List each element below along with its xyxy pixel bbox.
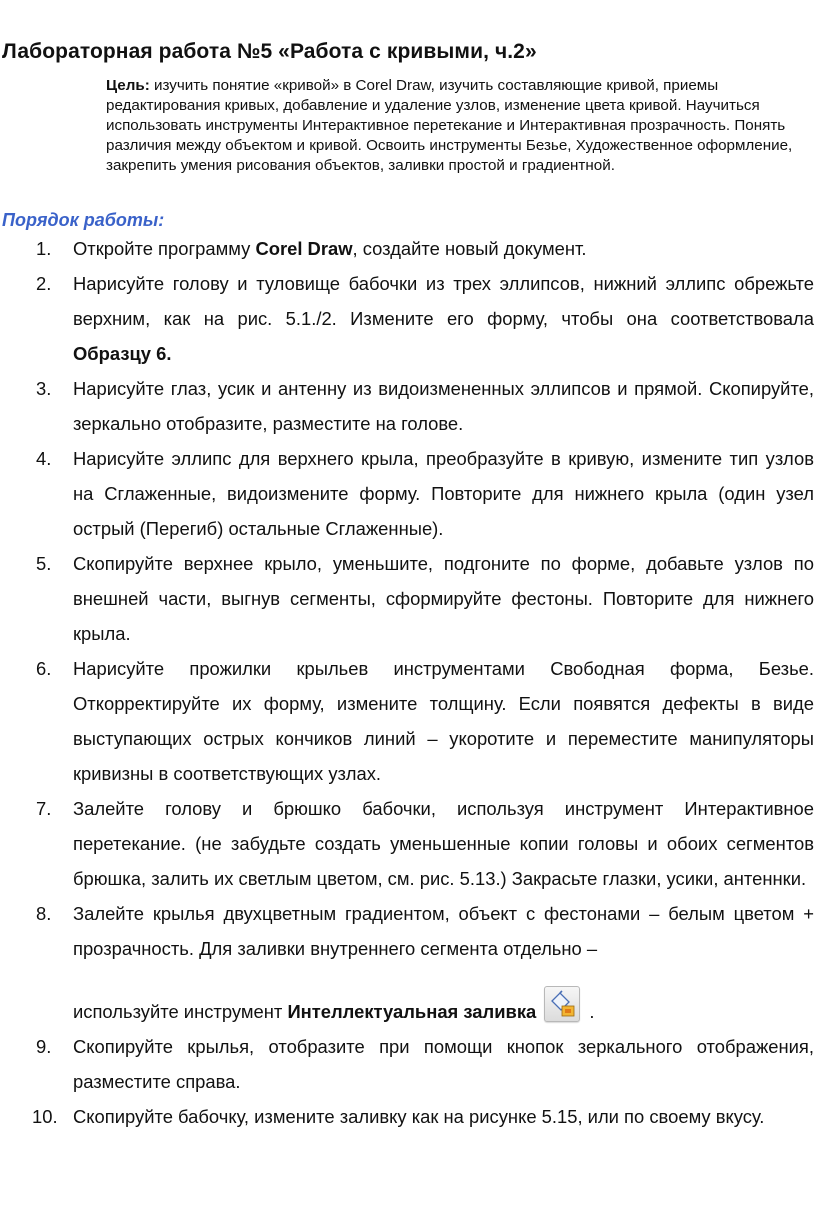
step-number: 3. <box>36 378 52 399</box>
step-number: 6. <box>36 658 52 679</box>
step-text: Нарисуйте прожилки крыльев инструментами Свободная форма, Безье. Откорректируйте их форму, измените толщину. Если появятся дефекты в виде выступающих острых кончиков линий – укоротите и переместите манипуляторы кривизны в соответствующих узлах. <box>73 658 814 784</box>
step-number: 7. <box>36 798 52 819</box>
step-number: 9. <box>36 1036 52 1057</box>
step-item <box>0 266 816 371</box>
step-text: Нарисуйте глаз, усик и антенну из видоизмененных эллипсов и прямой. Скопируйте, зеркально отобразите, разместите на голове. <box>73 378 814 434</box>
step-number: 2. <box>36 273 52 294</box>
step-item <box>0 371 816 441</box>
document-title: Лабораторная работа №5 «Работа с кривыми, ч.2» <box>2 40 537 63</box>
step-text: Скопируйте верхнее крыло, уменьшите, подгоните по форме, добавьте узлов по внешней части, выгнув сегменты, сформируйте фестоны. Повторите для нижнего крыла. <box>73 553 814 644</box>
goal-text: изучить понятие «кривой» в Corel Draw, изучить составляющие кривой, приемы редактирования кривых, добавление и удаление узлов, изменение цвета кривой. Научиться использовать инструменты Интерактивное перетекание и Интерактивная прозрачность. Понять различия между объектом и кривой. Освоить инструменты Безье, Художественное оформление, закрепить умения рисования объектов, заливки простой и градиентной. <box>106 77 793 174</box>
step-item <box>0 1099 816 1134</box>
step-8-tool-line: используйте инструмент Интеллектуальная заливка . <box>73 986 814 1029</box>
step-text: Скопируйте крылья, отобразите при помощи кнопок зеркального отображения, разместите справа. <box>73 1036 814 1092</box>
step-text: Скопируйте бабочку, измените заливку как на рисунке 5.15, или по своему вкусу. <box>73 1106 765 1127</box>
step-number: 1. <box>36 238 52 259</box>
step-text: Нарисуйте эллипс для верхнего крыла, преобразуйте в кривую, измените тип узлов на Сглаженные, видоизмените форму. Повторите для нижнего крыла (один узел острый (Перегиб) остальные Сглаженные). <box>73 448 814 539</box>
step-item <box>0 1029 816 1099</box>
smart-fill-icon <box>544 986 580 1022</box>
step-item <box>0 441 816 546</box>
step-item <box>0 546 816 651</box>
step-item <box>0 651 816 791</box>
step-text: Залейте голову и брюшко бабочки, используя инструмент Интерактивное перетекание. (не забудьте создать уменьшенные копии головы и обоих сегментов брюшка, залить их светлым цветом, см. рис. 5.13.) Закрасьте глазки, усики, антеннки. <box>73 798 814 889</box>
section-title: Порядок работы: <box>2 210 165 230</box>
step-item <box>0 896 816 1029</box>
step-text: Залейте крылья двухцветным градиентом, объект с фестонами – белым цветом + прозрачность. Для заливки внутреннего сегмента отдельно – используйте инструмент Интеллектуальная заливка . <box>73 903 814 1029</box>
steps-list <box>0 231 816 1134</box>
smart-fill-tool-name: Интеллектуальная заливка <box>287 1001 537 1022</box>
step-item <box>0 231 816 266</box>
step-number: 5. <box>36 553 52 574</box>
step-item <box>0 791 816 896</box>
goal-paragraph <box>106 76 806 176</box>
step-number: 4. <box>36 448 52 469</box>
step-text: Откройте программу Corel Draw, создайте новый документ. <box>73 238 587 259</box>
goal-label: Цель: <box>106 77 150 94</box>
step-text: Нарисуйте голову и туловище бабочки из трех эллипсов, нижний эллипс обрежьте верхним, как на рис. 5.1./2. Измените его форму, чтобы она соответствовала Образцу 6. <box>73 273 814 364</box>
step-number: 8. <box>36 903 52 924</box>
step-number: 10. <box>32 1106 58 1127</box>
